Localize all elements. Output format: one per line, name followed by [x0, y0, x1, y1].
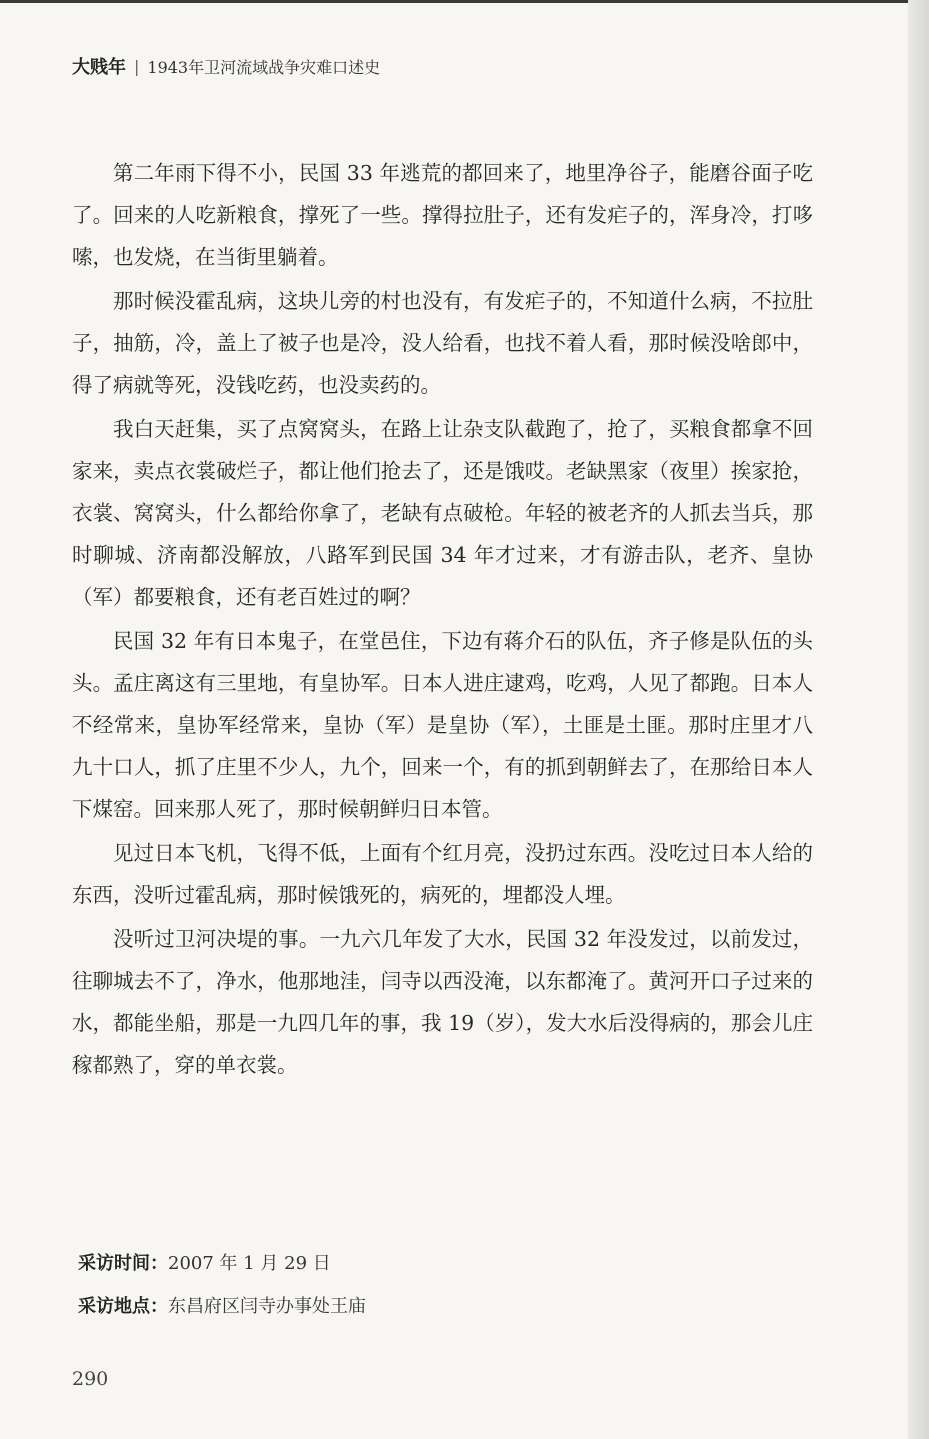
interview-place-label: 采访地点：: [78, 1296, 168, 1317]
book-subtitle: 1943年卫河流域战争灾难口述史: [147, 57, 381, 77]
paragraph: 没听过卫河决堤的事。一九六几年发了大水，民国 32 年没发过，以前发过，往聊城去不了，净水，他那地洼，闫寺以西没淹，以东都淹了。黄河开口子过来的水，都能坐船，那是一九四几年的事，我 19（岁），发大水后没得病的，那会儿庄稼都熟了，穿的单衣裳。: [72, 927, 813, 1077]
running-header: [72, 53, 380, 79]
page-number: 290: [72, 1368, 109, 1390]
interview-place: [78, 1292, 778, 1318]
body-text: [72, 152, 813, 1088]
top-rule: [0, 0, 908, 3]
header-separator: |: [134, 56, 140, 76]
paragraph: 那时候没霍乱病，这块儿旁的村也没有，有发疟子的，不知道什么病，不拉肚子，抽筋，冷，盖上了被子也是冷，没人给看，也找不着人看，那时候没啥郎中，得了病就等死，没钱吃药，也没卖药的。: [72, 289, 813, 397]
page-edge-shadow: [908, 0, 929, 1439]
paragraph: 见过日本飞机，飞得不低，上面有个红月亮，没扔过东西。没吃过日本人给的东西，没听过霍乱病，那时候饿死的，病死的，埋都没人埋。: [72, 841, 813, 907]
paragraph: 民国 32 年有日本鬼子，在堂邑住，下边有蒋介石的队伍，齐子修是队伍的头头。孟庄离这有三里地，有皇协军。日本人进庄逮鸡，吃鸡，人见了都跑。日本人不经常来，皇协军经常来，皇协（军）是皇协（军），土匪是土匪。那时庄里才八九十口人，抓了庄里不少人，九个，回来一个，有的抓到朝鲜去了，在那给日本人下煤窑。回来那人死了，那时候朝鲜归日本管。: [72, 629, 813, 821]
interview-place-value: 东昌府区闫寺办事处王庙: [168, 1296, 366, 1317]
interview-time-label: 采访时间：: [78, 1253, 168, 1274]
paragraph: 第二年雨下得不小，民国 33 年逃荒的都回来了，地里净谷子，能磨谷面子吃了。回来的人吃新粮食，撑死了一些。撑得拉肚子，还有发疟子的，浑身冷，打哆嗦，也发烧，在当街里躺着。: [72, 161, 813, 269]
paragraph: 我白天赶集，买了点窝窝头，在路上让杂支队截跑了，抢了，买粮食都拿不回家来，卖点衣裳破烂子，都让他们抢去了，还是饿哎。老缺黑家（夜里）挨家抢，衣裳、窝窝头，什么都给你拿了，老缺有点破枪。年轻的被老齐的人抓去当兵，那时聊城、济南都没解放，八路军到民国 34 年才过来，才有游击队，老齐、皇协（军）都要粮食，还有老百姓过的啊？: [72, 417, 813, 609]
interview-time-value: 2007 年 1 月 29 日: [168, 1253, 331, 1274]
book-title: 大贱年: [72, 57, 126, 78]
interview-time: [78, 1249, 778, 1275]
